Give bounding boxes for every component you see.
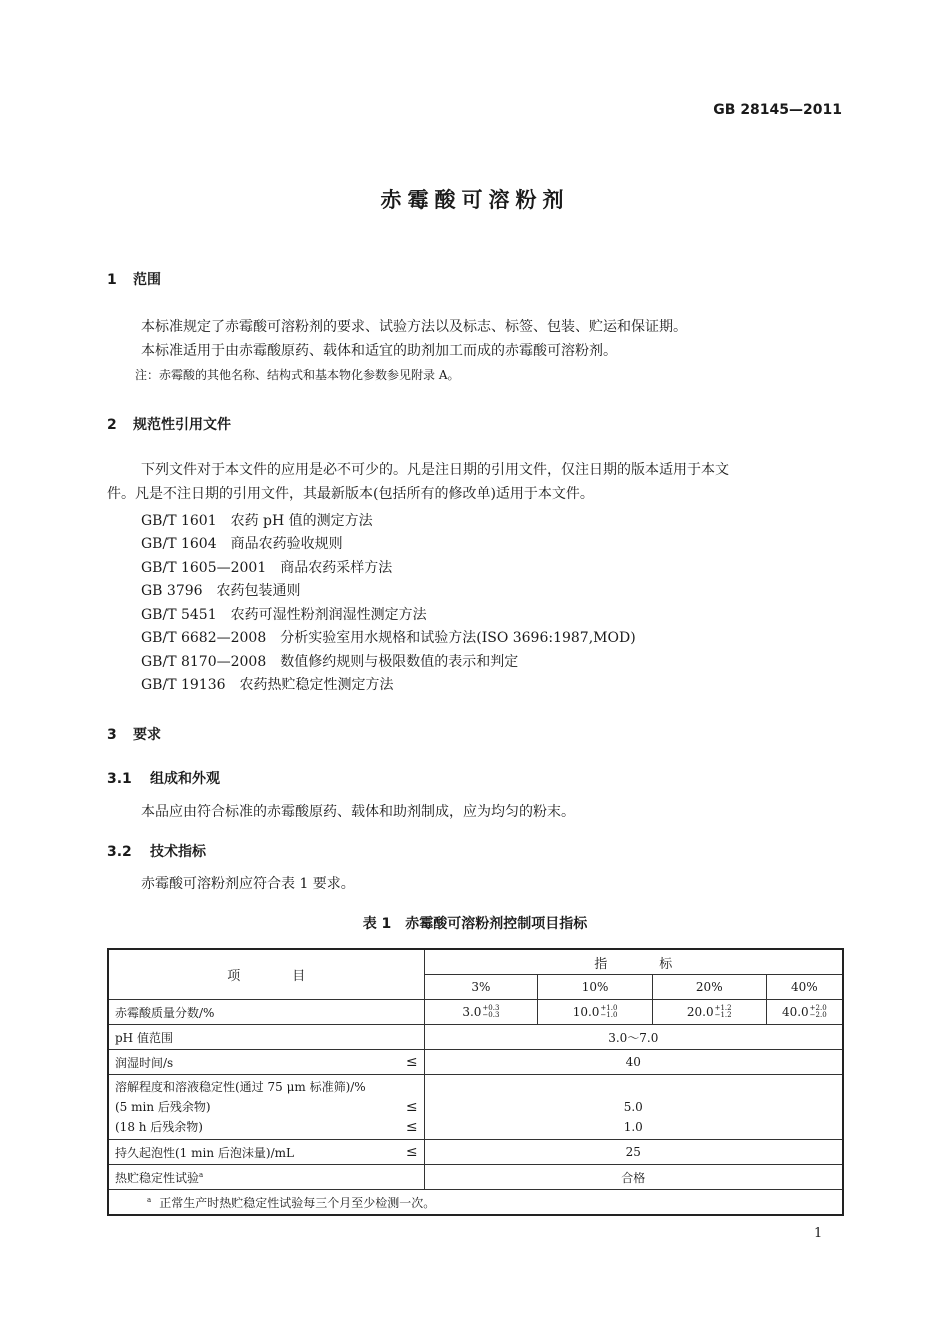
section-number: 3.1 — [107, 771, 132, 787]
section-title: 技术指标 — [150, 844, 206, 860]
row-label-text: (18 h 后残余物) — [115, 1120, 203, 1134]
reference-item: GB/T 1601 农药 pH 值的测定方法 — [141, 513, 373, 529]
table-row — [108, 1190, 843, 1216]
paragraph: 件。凡是不注日期的引用文件，其最新版本(包括所有的修改单)适用于本文件。 — [107, 486, 594, 502]
row-label: pH 值范围 — [108, 1025, 424, 1050]
table-row — [108, 1050, 843, 1075]
leq-symbol: ≤ — [405, 1053, 418, 1070]
table-cell — [424, 1075, 843, 1140]
table-row — [108, 949, 843, 975]
value: 40.0 — [781, 1004, 809, 1019]
paragraph: 赤霉酸可溶粉剂应符合表 1 要求。 — [141, 876, 355, 892]
section-number: 3 — [107, 727, 117, 743]
column-header: 40% — [766, 975, 843, 1000]
value: 3.0 — [462, 1004, 482, 1019]
column-header: 20% — [652, 975, 766, 1000]
row-label-line — [115, 1097, 418, 1117]
tolerance-upper: +2.0 — [809, 1004, 827, 1013]
paragraph: 本品应由符合标准的赤霉酸原药、载体和助剂制成，应为均匀的粉末。 — [141, 804, 575, 820]
section-3-2-heading — [107, 841, 206, 861]
reference-item: GB/T 8170—2008 数值修约规则与极限数值的表示和判定 — [141, 654, 519, 670]
value: 10.0 — [572, 1004, 600, 1019]
row-label-text: (5 min 后残余物) — [115, 1100, 211, 1114]
section-number: 3.2 — [107, 844, 132, 860]
tolerance-upper: +0.3 — [482, 1004, 500, 1013]
tolerance — [810, 1005, 827, 1019]
value: 5.0 — [623, 1100, 643, 1114]
footnote-marker: a — [147, 1195, 152, 1204]
table-cell: 3.0～7.0 — [424, 1025, 843, 1050]
table-row — [108, 1165, 843, 1190]
section-title: 要求 — [133, 727, 161, 743]
leq-symbol: ≤ — [405, 1099, 418, 1115]
row-label-text: 持久起泡性(1 min 后泡沫量)/mL — [115, 1145, 294, 1160]
section-2-heading — [107, 414, 231, 434]
section-number: 1 — [107, 272, 117, 288]
paragraph: 下列文件对于本文件的应用是必不可少的。凡是注日期的引用文件，仅注日期的版本适用于本文 — [141, 462, 729, 478]
page-number: 1 — [814, 1226, 823, 1241]
row-label-line: 溶解程度和溶液稳定性(通过 75 μm 标准筛)/% — [115, 1080, 366, 1094]
paragraph: 本标准规定了赤霉酸可溶粉剂的要求、试验方法以及标志、标签、包装、贮运和保证期。 — [141, 319, 687, 335]
table-cell — [652, 1000, 766, 1025]
section-3-heading — [107, 724, 161, 744]
leq-symbol: ≤ — [405, 1143, 418, 1160]
tolerance — [600, 1005, 617, 1019]
tolerance — [482, 1005, 499, 1019]
note: 注：赤霉酸的其他名称、结构式和基本物化参数参见附录 A。 — [135, 368, 460, 382]
table-cell — [424, 1000, 538, 1025]
reference-item: GB/T 1604 商品农药验收规则 — [141, 536, 343, 552]
tolerance-upper: +1.0 — [600, 1004, 618, 1013]
table-row — [108, 1025, 843, 1050]
tolerance-upper: +1.2 — [714, 1004, 732, 1013]
section-title: 规范性引用文件 — [133, 417, 231, 433]
tolerance-lower: −1.0 — [600, 1011, 618, 1020]
column-header: 10% — [538, 975, 653, 1000]
header-item: 项 目 — [108, 949, 424, 1000]
table-caption: 表 1 赤霉酸可溶粉剂控制项目指标 — [362, 916, 588, 932]
table-cell: 合格 — [424, 1165, 843, 1190]
reference-item: GB/T 5451 农药可湿性粉剂润湿性测定方法 — [141, 607, 427, 623]
table-cell — [766, 1000, 843, 1025]
row-label — [108, 1050, 424, 1075]
footnote-marker: a — [199, 1170, 204, 1179]
table-cell — [538, 1000, 653, 1025]
spec-table — [107, 948, 844, 1216]
footnote-text: 正常生产时热贮稳定性试验每三个月至少检测一次。 — [159, 1195, 436, 1210]
table-cell: 40 — [424, 1050, 843, 1075]
tolerance-lower: −1.2 — [714, 1011, 732, 1020]
reference-item: GB/T 6682—2008 分析实验室用水规格和试验方法(ISO 3696:1987,MOD) — [141, 630, 636, 646]
reference-item: GB/T 19136 农药热贮稳定性测定方法 — [141, 677, 394, 693]
row-label — [108, 1165, 424, 1190]
reference-item: GB 3796 农药包装通则 — [141, 583, 301, 599]
table-footnote — [108, 1190, 843, 1216]
row-label: 赤霉酸质量分数/% — [108, 1000, 424, 1025]
table-row — [108, 1075, 843, 1140]
section-1-heading — [107, 269, 161, 289]
leq-symbol: ≤ — [405, 1119, 418, 1135]
standard-number: GB 28145—2011 — [713, 102, 842, 118]
reference-item: GB/T 1605—2001 商品农药采样方法 — [141, 560, 393, 576]
table-row — [108, 1000, 843, 1025]
value: 1.0 — [623, 1120, 643, 1134]
section-title: 范围 — [133, 272, 161, 288]
column-header: 3% — [424, 975, 538, 1000]
row-label-line — [115, 1117, 418, 1137]
row-label — [108, 1075, 424, 1140]
table-cell: 25 — [424, 1140, 843, 1165]
paragraph: 本标准适用于由赤霉酸原药、载体和适宜的助剂加工而成的赤霉酸可溶粉剂。 — [141, 343, 617, 359]
tolerance-lower: −0.3 — [482, 1011, 500, 1020]
row-label-text: 热贮稳定性试验 — [115, 1170, 200, 1185]
section-3-1-heading — [107, 768, 220, 788]
value: 20.0 — [686, 1004, 714, 1019]
tolerance — [715, 1005, 732, 1019]
section-title: 组成和外观 — [150, 771, 220, 787]
section-number: 2 — [107, 417, 117, 433]
row-label — [108, 1140, 424, 1165]
document-title: 赤霉酸可溶粉剂 — [380, 188, 570, 212]
table-row — [108, 1140, 843, 1165]
tolerance-lower: −2.0 — [809, 1011, 827, 1020]
row-label-text: 润湿时间/s — [115, 1055, 174, 1070]
header-index: 指 标 — [424, 949, 843, 975]
